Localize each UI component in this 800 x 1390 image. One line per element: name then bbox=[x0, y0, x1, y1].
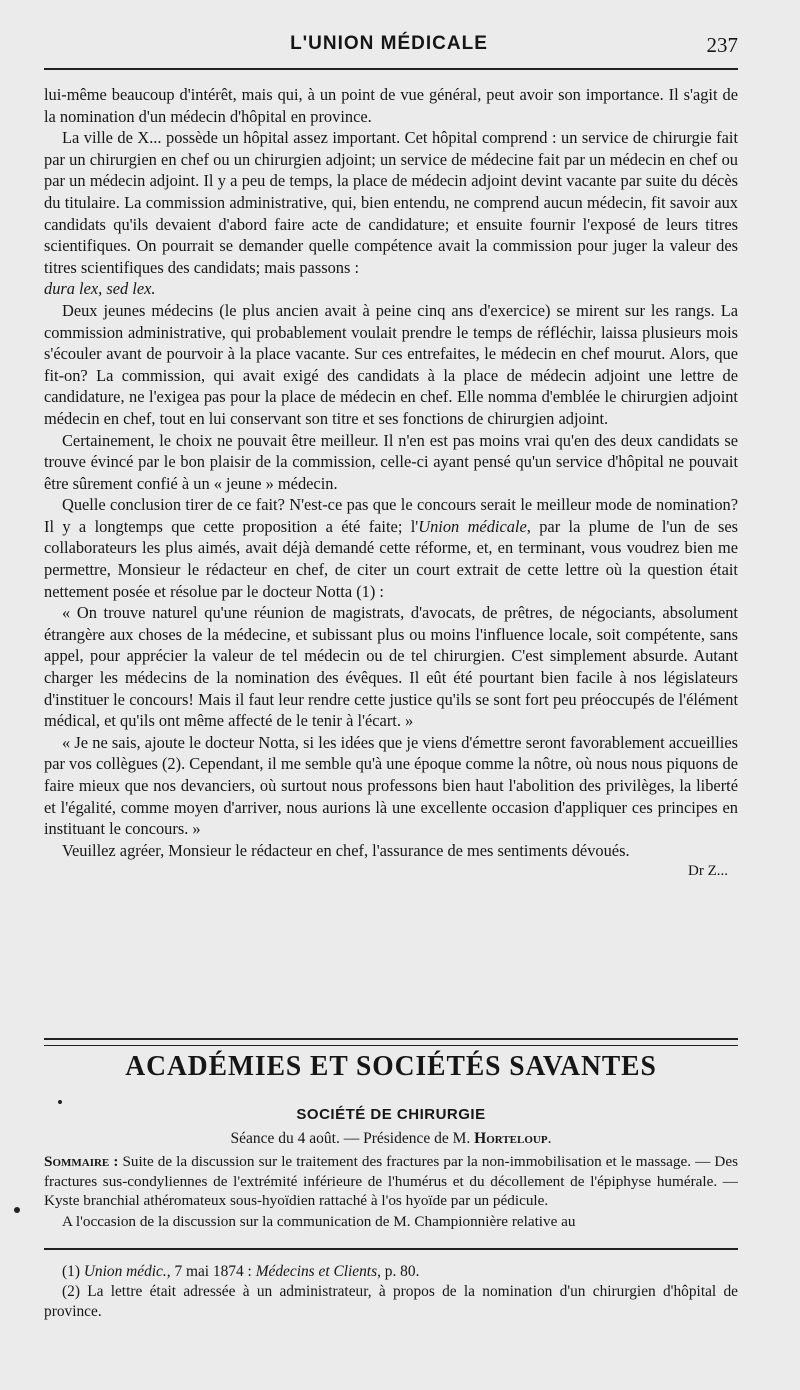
sommaire-label: Sommaire : bbox=[44, 1153, 119, 1170]
seance-line: Séance du 4 août. — Présidence de M. Horteloup. bbox=[230, 1130, 552, 1147]
seance-prefix: Séance du 4 août. — Présidence de M. bbox=[230, 1130, 471, 1147]
footnote-1-article: Médecins et Clients, bbox=[255, 1263, 381, 1280]
president-name: Horteloup bbox=[474, 1130, 548, 1147]
paragraph-hospital-text: La ville de X... possède un hôpital assez important. Cet hôpital comprend : un service de chirurgie fait par un chirurgien en chef ou un chirurgien adjoint; un service de médecine fait par un médecin en chef ou par un médecin adjoint. Il y a peu de temps, la place de médecin adjoint devint vacante par suite du décès du titulaire. La commission administrative, qui, bien entendu, ne comprend aucun médecin, fit savoir aux candidats qu'ils devaient d'abord faire acte de candidature; et ensuite fournir l'exposé de leurs titres scientifiques. On pourrait se demander quelle compétence avait la commission pour juger la valeur des titres scientifiques des candidats; mais passons : bbox=[44, 128, 738, 277]
closing-salutation: Veuillez agréer, Monsieur le rédacteur en chef, l'assurance de mes sentiments dévoués. bbox=[62, 840, 630, 860]
sommaire-text: Suite de la discussion sur le traitement des fractures par la non-immobilisation et le massage. — Des fractures sus-condyliennes de l'extrémité inférieure de l'humérus et du décollement de l'épiphyse humérale. — Kyste branchial athéromateux sous-hyoïdien rattaché à l'os hyoïde par un pédicule. bbox=[44, 1153, 738, 1209]
section-title: ACADÉMIES ET SOCIÉTÉS SAVANTES bbox=[125, 1050, 657, 1082]
paragraph-conclusion bbox=[44, 494, 738, 602]
conclusion-start: Quelle conclusion tirer de ce fait? N'est-ce pas que le concours serait le meilleur mode de nomination? Il y a longtemps que cette proposition a été faite; l' bbox=[44, 495, 738, 536]
footnote-1-num: (1) bbox=[62, 1263, 80, 1280]
footnote-1-date: 7 mai 1874 : bbox=[174, 1263, 252, 1280]
society-title: SOCIÉTÉ DE CHIRURGIE bbox=[296, 1106, 486, 1123]
paragraph-choice: Certainement, le choix ne pouvait être meilleur. Il n'en est pas moins vrai qu'en des deux candidats se trouve évincé par le bon plaisir de la commission, celle-ci ayant pensé qu'un service d'hôpital ne pouvait être sûrement confié à un « jeune » médecin. bbox=[44, 430, 738, 493]
sommaire bbox=[44, 1152, 738, 1231]
journal-title: Union médicale bbox=[418, 516, 527, 536]
paragraph-hospital bbox=[44, 127, 738, 300]
page-header bbox=[40, 33, 738, 61]
footnote-1 bbox=[44, 1262, 738, 1282]
paragraph-candidates: Deux jeunes médecins (le plus ancien avait à peine cinq ans d'exercice) se mirent sur les rangs. La commission administrative, qui probablement voulait prendre le temps de réfléchir, laissa plusieurs mois s'écouler avant de pourvoir à la place vacante. Sur ces entrefaites, le médecin en chef mourut. Alors, que fit-on? La commission, qui avait exigé des candidats à la place de médecin adjoint une lettre de candidature, ne l'exigea pas pour la place de médecin en chef. Elle nomma d'emblée le chirurgien adjoint médecin en chef, tout en lui conservant son titre et ses fonctions de chirurgien adjoint. bbox=[44, 300, 738, 428]
quote-notta-1: « On trouve naturel qu'une réunion de magistrats, d'avocats, de prêtres, de négociants, absolument étrangère aux choses de la médecine, et subissant plus ou moins l'influence locale, soit compétente, sans appel, pour apprécier la valeur de tel médecin ou de tel chirurgien. C'est simplement absurde. Autant charger les médecins de la nomination des évêques. Il eût été pourtant bien facile à nos législateurs d'instituer le concours! Mais il faut leur rendre cette justice qu'ils se sont fort peu préoccupés de l'élément médical, et qu'ils ont même affecté de le tenir à l'écart. » bbox=[44, 603, 738, 731]
footnote-1-journal: Union médic., bbox=[83, 1263, 171, 1280]
letter-body bbox=[44, 84, 738, 883]
page-number: 237 bbox=[706, 33, 738, 57]
footnote-2: (2) La lettre était adressée à un administrateur, à propos de la nomination d'un chirurgien d'hôpital de province. bbox=[44, 1283, 738, 1320]
quote-notta-2: « Je ne sais, ajoute le docteur Notta, si les idées que je viens d'émettre seront favorablement accueillies par vos collègues (2). Cependant, il me semble qu'à une époque comme la nôtre, où nous nous piquons de faire mieux que nos devanciers, où surtout nous professons bien haut l'abolition des privilèges, la liberté et l'égalité, comme moyen d'arriver, nous aurions là une excellente occasion d'appliquer ces principes en instituant le concours. » bbox=[44, 732, 738, 839]
latin-phrase: dura lex, sed lex. bbox=[44, 279, 156, 299]
footnotes bbox=[44, 1262, 738, 1322]
section-opening: A l'occasion de la discussion sur la communication de M. Championnière relative au bbox=[62, 1212, 576, 1230]
section-divider bbox=[44, 1038, 738, 1046]
header-rule bbox=[44, 68, 738, 70]
footnote-1-page: p. 80. bbox=[384, 1263, 420, 1280]
running-title: L'UNION MÉDICALE bbox=[290, 33, 488, 54]
paragraph-continuation: lui-même beaucoup d'intérêt, mais qui, à un point de vue général, peut avoir son importance. Il s'agit de la nomination d'un médecin d'hôpital en province. bbox=[44, 85, 738, 126]
signature: Dr Z... bbox=[688, 863, 728, 880]
footnote-rule bbox=[44, 1248, 738, 1250]
margin-dot bbox=[58, 1100, 62, 1104]
conclusion-end: , par la plume de l'un de ses collaborateurs les plus aimés, avait déjà demandé cette réforme, et, en terminant, vous voudrez bien me permettre, Monsieur le rédacteur en chef, de citer un court extrait de cette lettre où la question était nettement posée et résolue par le docteur Notta (1) : bbox=[44, 516, 739, 601]
margin-dot bbox=[14, 1207, 20, 1213]
